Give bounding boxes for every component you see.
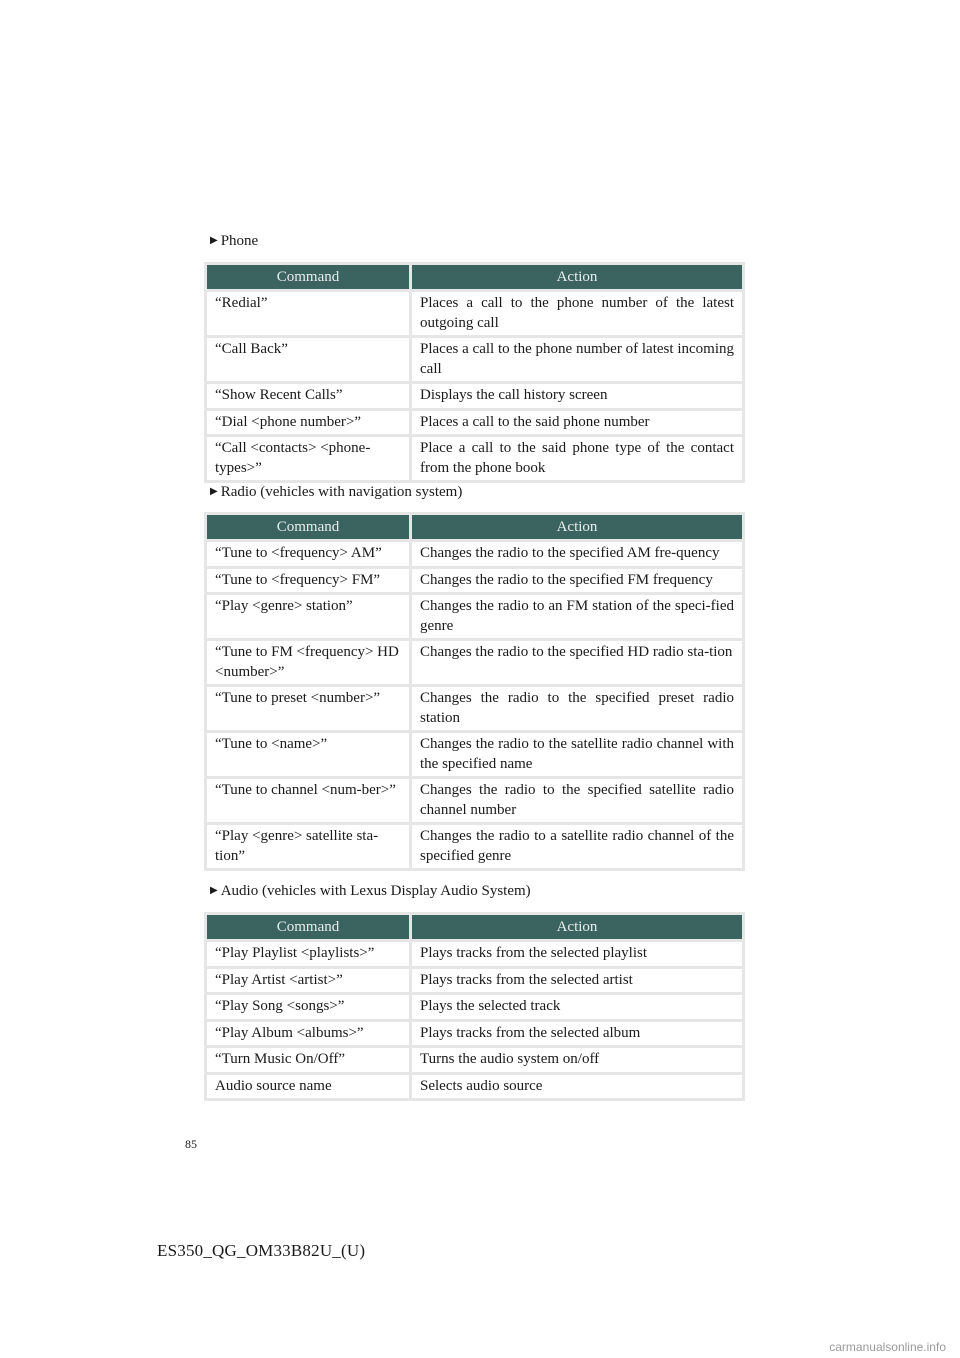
radio-command-table [204,512,745,871]
table-row [207,595,742,638]
page-number: 85 [185,1137,197,1151]
action-column-header: Action [412,515,742,539]
command-cell: “Dial <phone number>” [207,411,409,435]
table-row [207,641,742,684]
table-row [207,825,742,868]
table-row [207,1048,742,1072]
action-column-header: Action [412,915,742,939]
phone-command-table [204,262,745,483]
triangle-bullet-icon: ▶ [210,486,218,497]
command-cell: “Tune to channel <num-ber>” [207,779,409,822]
action-cell: Changes the radio to an FM station of the speci-fied genre [412,595,742,638]
action-cell: Changes the radio to the specified satellite radio channel number [412,779,742,822]
table-row [207,338,742,381]
action-cell: Changes the radio to a satellite radio channel of the specified genre [412,825,742,868]
action-cell: Place a call to the said phone type of the contact from the phone book [412,437,742,480]
command-cell: “Play <genre> satellite sta-tion” [207,825,409,868]
action-cell: Changes the radio to the specified AM fre-quency [412,542,742,566]
action-cell: Places a call to the phone number of latest incoming call [412,338,742,381]
command-cell: “Tune to <name>” [207,733,409,776]
triangle-bullet-icon: ▶ [210,885,218,896]
section-heading-radio [210,483,462,501]
action-cell: Displays the call history screen [412,384,742,408]
watermark-text: carmanualsonline.info [829,1340,946,1354]
table-row [207,542,742,566]
action-cell: Places a call to the said phone number [412,411,742,435]
action-cell: Places a call to the phone number of the latest outgoing call [412,292,742,335]
table-row [207,969,742,993]
table-row [207,1022,742,1046]
action-cell: Changes the radio to the specified FM frequency [412,569,742,593]
table-header-row [207,915,742,939]
table-row [207,437,742,480]
command-column-header: Command [207,265,409,289]
table-row [207,569,742,593]
action-cell: Selects audio source [412,1075,742,1099]
table-row [207,411,742,435]
command-column-header: Command [207,515,409,539]
action-cell: Plays tracks from the selected playlist [412,942,742,966]
action-cell: Plays the selected track [412,995,742,1019]
table-row [207,384,742,408]
table-row [207,995,742,1019]
command-cell: “Call <contacts> <phone-types>” [207,437,409,480]
command-cell: “Tune to <frequency> AM” [207,542,409,566]
section-heading-label: Phone [220,233,259,249]
action-cell: Turns the audio system on/off [412,1048,742,1072]
action-cell: Changes the radio to the satellite radio channel with the specified name [412,733,742,776]
action-cell: Plays tracks from the selected artist [412,969,742,993]
command-cell: “Redial” [207,292,409,335]
section-heading-label: Radio (vehicles with navigation system) [220,484,463,500]
section-heading-phone [210,232,258,250]
command-cell: “Show Recent Calls” [207,384,409,408]
action-cell: Changes the radio to the specified preset radio station [412,687,742,730]
table-row [207,292,742,335]
action-column-header: Action [412,265,742,289]
command-cell: “Play <genre> station” [207,595,409,638]
command-cell: “Tune to preset <number>” [207,687,409,730]
command-cell: Audio source name [207,1075,409,1099]
command-cell: “Call Back” [207,338,409,381]
command-cell: “Play Playlist <playlists>” [207,942,409,966]
triangle-bullet-icon: ▶ [210,235,218,246]
table-row [207,942,742,966]
command-cell: “Tune to FM <frequency> HD <number>” [207,641,409,684]
section-heading-label: Audio (vehicles with Lexus Display Audio System) [220,883,531,899]
table-row [207,687,742,730]
action-cell: Changes the radio to the specified HD radio sta-tion [412,641,742,684]
table-row [207,1075,742,1099]
table-header-row [207,515,742,539]
table-row [207,733,742,776]
document-code: ES350_QG_OM33B82U_(U) [157,1241,366,1260]
command-cell: “Play Song <songs>” [207,995,409,1019]
table-row [207,779,742,822]
section-heading-audio [210,882,531,900]
audio-command-table [204,912,745,1101]
command-cell: “Tune to <frequency> FM” [207,569,409,593]
command-cell: “Turn Music On/Off” [207,1048,409,1072]
command-cell: “Play Album <albums>” [207,1022,409,1046]
command-column-header: Command [207,915,409,939]
table-header-row [207,265,742,289]
command-cell: “Play Artist <artist>” [207,969,409,993]
action-cell: Plays tracks from the selected album [412,1022,742,1046]
